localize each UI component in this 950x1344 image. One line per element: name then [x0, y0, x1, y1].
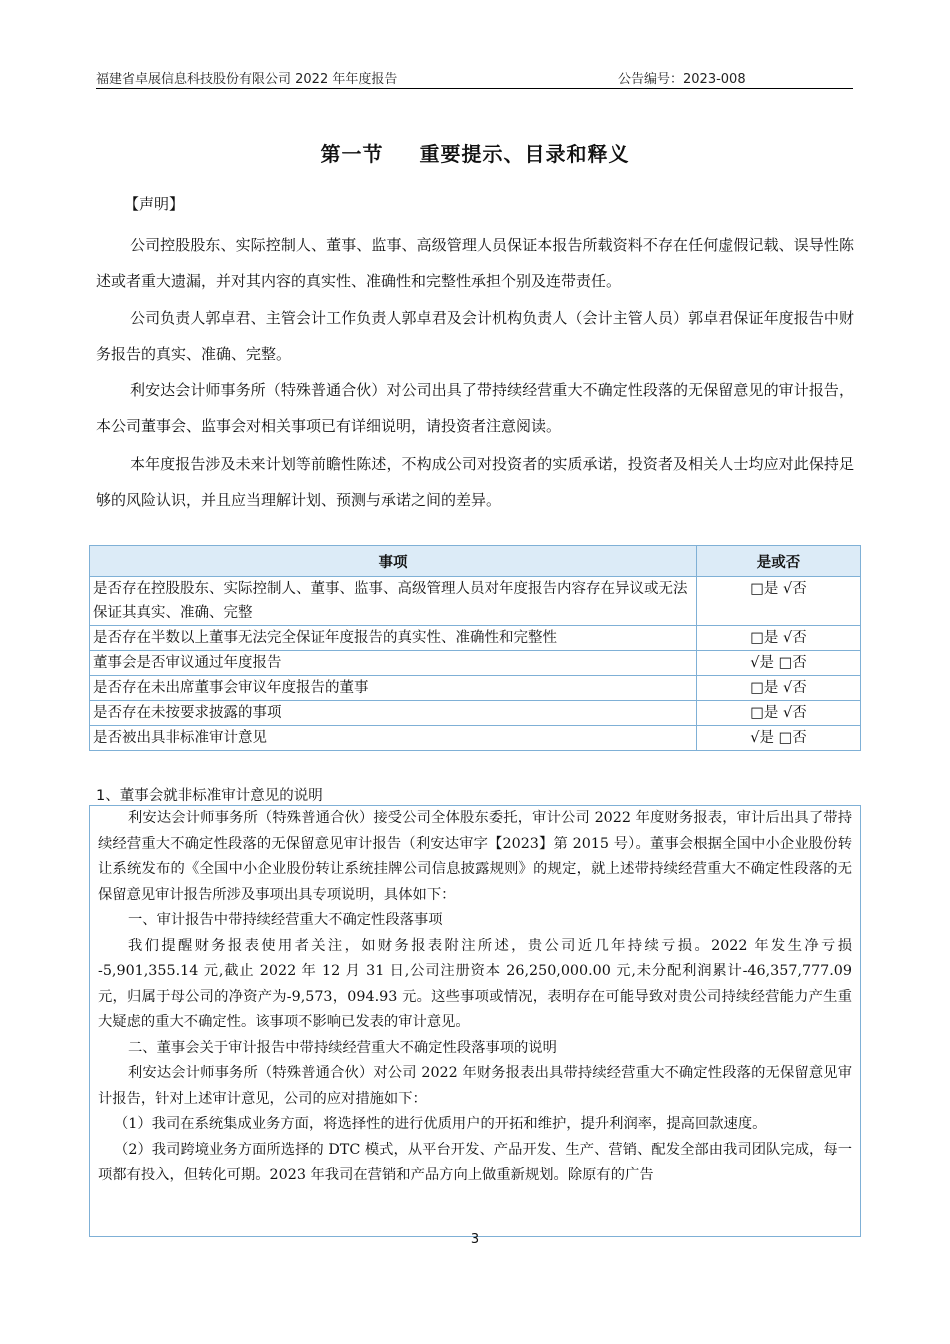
section-title: 重要提示、目录和释义	[419, 142, 630, 166]
explanation-paragraph-1: 利安达会计师事务所（特殊普通合伙）接受公司全体股东委托，审计公司 2022 年度财务报表，审计后出具了带持续经营重大不确定性段落的无保留意见审计报告（利安达审字【2023】第 2015 号）。董事会根据全国中小企业股份转让系统发布的《全国中小企业股份转让系统挂牌公司信息披露规则》的规定，就上述带持续经营重大不确定性段落的无保留意见审计报告所涉及事项出具专项说明，具体如下：	[98, 810, 852, 903]
table-row	[90, 626, 861, 651]
header-announcement-number: 公告编号：2023-008	[618, 72, 746, 87]
declaration-paragraph-2: 公司负责人郭卓君、主管会计工作负责人郭卓君及会计机构负责人（会计主管人员）郭卓君保证年度报告中财务报告的真实、准确、完整。	[96, 309, 854, 363]
explanation-paragraph-2: 我们提醒财务报表使用者关注，如财务报表附注所述，贵公司近几年持续亏损。2022 年发生净亏损 -5,901,355.14 元,截止 2022 年 12 月 31 日,公司注册资本 26,250,000.00 元,未分配利润累计-46,357,777.09 元，归属于母公司的净资产为-9,573，094.93 元。这些事项或情况，表明存在可能导致对贵公司持续经营能力产生重大疑虑的重大不确定性。该事项不影响已发表的审计意见。	[98, 937, 852, 1030]
table-cell-answer: √是 □否	[697, 651, 861, 676]
explanation-subheading-2: 二、董事会关于审计报告中带持续经营重大不确定性段落事项的说明	[128, 1039, 557, 1056]
declaration-paragraph-4: 本年度报告涉及未来计划等前瞻性陈述，不构成公司对投资者的实质承诺，投资者及相关人士均应对此保持足够的风险认识，并且应当理解计划、预测与承诺之间的差异。	[96, 455, 854, 509]
table-cell-item: 是否存在未出席董事会审议年度报告的董事	[90, 676, 697, 701]
table-header-item: 事项	[90, 546, 697, 577]
table-cell-item: 是否存在未按要求披露的事项	[90, 701, 697, 726]
table-cell-item: 是否存在半数以上董事无法完全保证年度报告的真实性、准确性和完整性	[90, 626, 697, 651]
table-header-yes-no: 是或否	[697, 546, 861, 577]
table-row	[90, 726, 861, 751]
measure-item-1: （1）我司在系统集成业务方面，将选择性的进行优质用户的开拓和维护，提升利润率，提高回款速度。	[114, 1116, 767, 1132]
table-row	[90, 701, 861, 726]
table-row	[90, 651, 861, 676]
declaration-paragraph-1: 公司控股股东、实际控制人、董事、监事、高级管理人员保证本报告所载资料不存在任何虚假记载、误导性陈述或者重大遗漏，并对其内容的真实性、准确性和完整性承担个别及连带责任。	[96, 236, 854, 290]
disclosure-table	[89, 545, 861, 751]
table-header-row	[90, 546, 861, 577]
page-title	[0, 138, 950, 167]
page-number: 3	[470, 1232, 480, 1247]
table-cell-item: 董事会是否审议通过年度报告	[90, 651, 697, 676]
section-heading-nonstandard-opinion: 1、董事会就非标准审计意见的说明	[96, 788, 323, 804]
table-cell-answer: □是 √否	[697, 701, 861, 726]
measure-item-2: （2）我司跨境业务方面所选择的 DTC 模式，从平台开发、产品开发、生产、营销、配发全部由我司团队完成，每一项都有投入，但转化可期。2023 年我司在营销和产品方向上做重新规划。除原有的广告	[98, 1141, 852, 1183]
explanation-paragraph-3: 利安达会计师事务所（特殊普通合伙）对公司 2022 年财务报表出具带持续经营重大不确定性段落的无保留意见审计报告，针对上述审计意见，公司的应对措施如下：	[98, 1065, 852, 1107]
table-cell-answer: □是 √否	[697, 626, 861, 651]
declaration-label: 【声明】	[124, 195, 185, 213]
table-cell-answer: □是 √否	[697, 676, 861, 701]
header-company-report: 福建省卓展信息科技股份有限公司 2022 年年度报告	[96, 72, 398, 87]
table-cell-item: 是否被出具非标准审计意见	[90, 726, 697, 751]
table-row	[90, 577, 861, 626]
table-cell-item: 是否存在控股股东、实际控制人、董事、监事、高级管理人员对年度报告内容存在异议或无法保证其真实、准确、完整	[90, 577, 697, 626]
explanation-subheading-1: 一、审计报告中带持续经营重大不确定性段落事项	[128, 912, 443, 928]
section-number: 第一节	[320, 142, 384, 166]
table-cell-answer: □是 √否	[697, 577, 861, 626]
board-explanation-box	[89, 805, 861, 1237]
declaration-paragraph-3: 利安达会计师事务所（特殊普通合伙）对公司出具了带持续经营重大不确定性段落的无保留意见的审计报告，本公司董事会、监事会对相关事项已有详细说明，请投资者注意阅读。	[96, 381, 854, 435]
page-header	[96, 64, 853, 89]
table-cell-answer: √是 □否	[697, 726, 861, 751]
table-row	[90, 676, 861, 701]
